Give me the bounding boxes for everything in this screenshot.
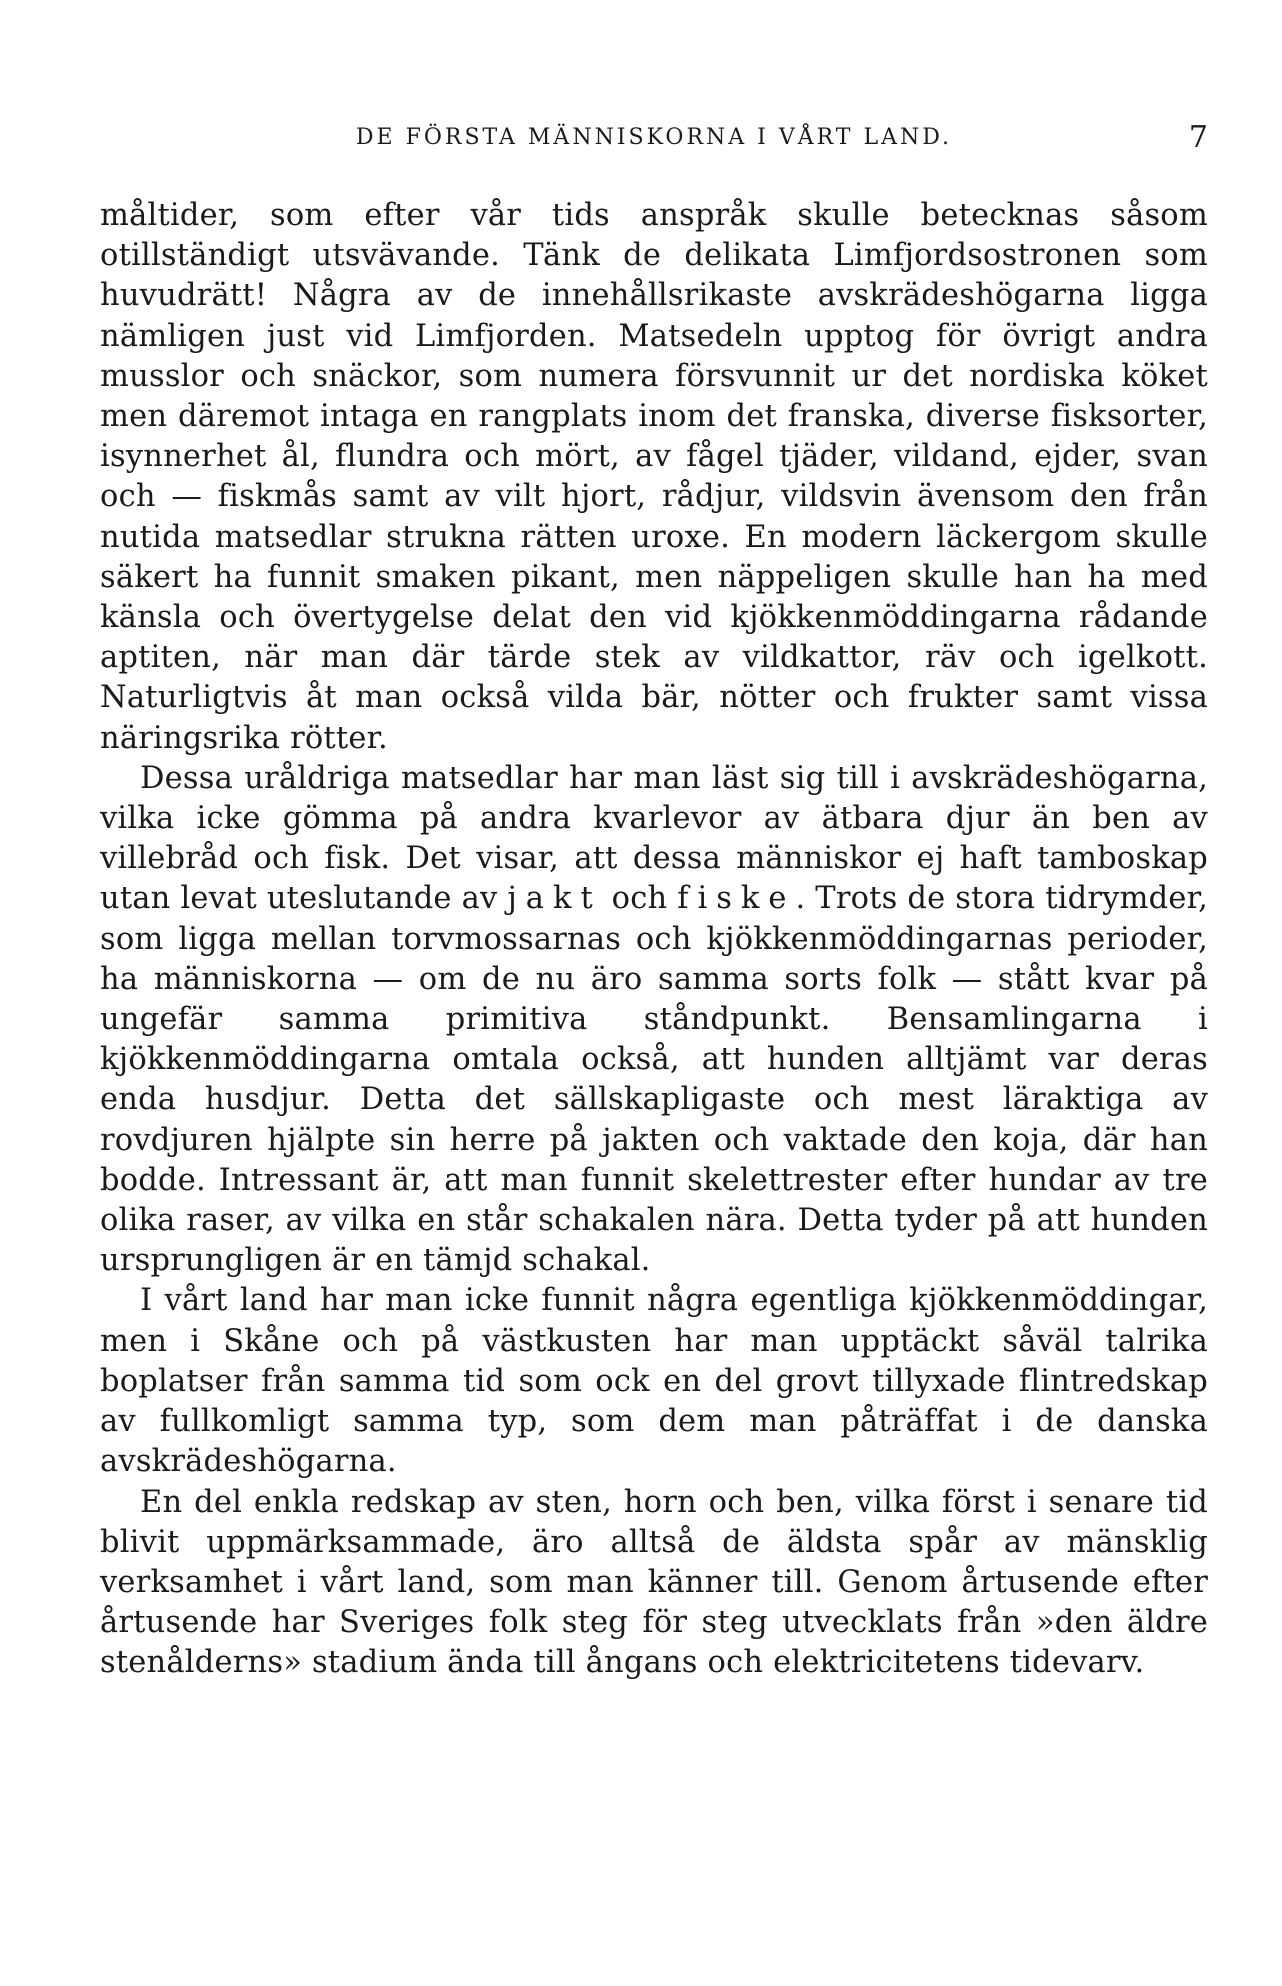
paragraph-4 — [100, 1483, 1208, 1684]
paragraph-text: En del enkla redskap av sten, horn och ben, vilka först i senare tid blivit uppmärksammade, äro alltså de äldsta spår av mänsklig verksamhet i vårt land, som man känner till. Genom årtusende efter årtusende har Sveriges folk steg för steg utvecklats från »den äldre stenålderns» stadium ända till ångans och elektricitetens tidevarv. — [100, 1484, 1208, 1681]
paragraph-text: . Trots de stora tidrymder, som ligga mellan torvmossarnas och kjökkenmöddingarnas perioder, ha människorna — om de nu äro samma sorts folk — stått kvar på ungefär samma primitiva ståndpunkt. Bensamlingarna i kjökkenmöddingarna omtala också, att hunden alltjämt var deras enda husdjur. Detta det sällskapligaste och mest läraktiga av rovdjuren hjälpte sin herre på jakten och vaktade den koja, där han bodde. Intressant är, att man funnit skelettrester efter hundar av tre olika raser, av vilka en står schakalen nära. Detta tyder på att hunden ursprungligen är en tämjd schakal. — [100, 881, 1208, 1279]
paragraph-text: I vårt land har man icke funnit några egentliga kjökkenmöddingar, men i Skåne och på västkusten har man upptäckt såväl talrika boplatser från samma tid som ock en del grovt tillyxade flintredskap av fullkomligt samma typ, som dem man påträffat i de danska avskrädeshögarna. — [100, 1283, 1208, 1480]
running-head: DE FÖRSTA MÄNNISKORNA I VÅRT LAND. — [355, 125, 953, 150]
emphasis-jakt: jakt — [507, 881, 602, 917]
body-text — [100, 196, 1208, 1684]
paragraph-3 — [100, 1281, 1208, 1482]
paragraph-1 — [100, 196, 1208, 759]
page-header — [100, 118, 1208, 158]
paragraph-2 — [100, 759, 1208, 1282]
emphasis-fiske: fiske — [677, 881, 796, 917]
paragraph-text: måltider, som efter vår tids anspråk skulle betecknas såsom otillständigt utsvävande. Tänk de delikata Limfjordsostronen som huvudrätt! Några av de innehållsrikaste avskrädeshögarna ligga nämligen just vid Limfjorden. Matsedeln upptog för övrigt andra musslor och snäckor, som numera försvunnit ur det nordiska köket men däremot intaga en rangplats inom det franska, diverse fisksorter, isynnerhet ål, flundra och mört, av fågel tjäder, vildand, ejder, svan och — fiskmås samt av vilt hjort, rådjur, vildsvin ävensom den från nutida matsedlar strukna rätten uroxe. En modern läckergom skulle säkert ha funnit smaken pikant, men näppeligen skulle han ha med känsla och övertygelse delat den vid kjökkenmöddingarna rådande aptiten, när man där tärde stek av vildkattor, räv och igelkott. Naturligtvis åt man också vilda bär, nötter och frukter samt vissa näringsrika rötter. — [100, 198, 1208, 756]
paragraph-text: och — [601, 881, 678, 917]
page-number: 7 — [1188, 120, 1208, 155]
paragraph-text: Dessa uråldriga matsedlar har man läst sig till i avskrädeshögarna, vilka icke gömma på andra kvarlevor av ätbara djur än ben av villebråd och fisk. Det visar, att dessa människor ej haft tamboskap utan levat uteslutande av — [100, 760, 1208, 917]
